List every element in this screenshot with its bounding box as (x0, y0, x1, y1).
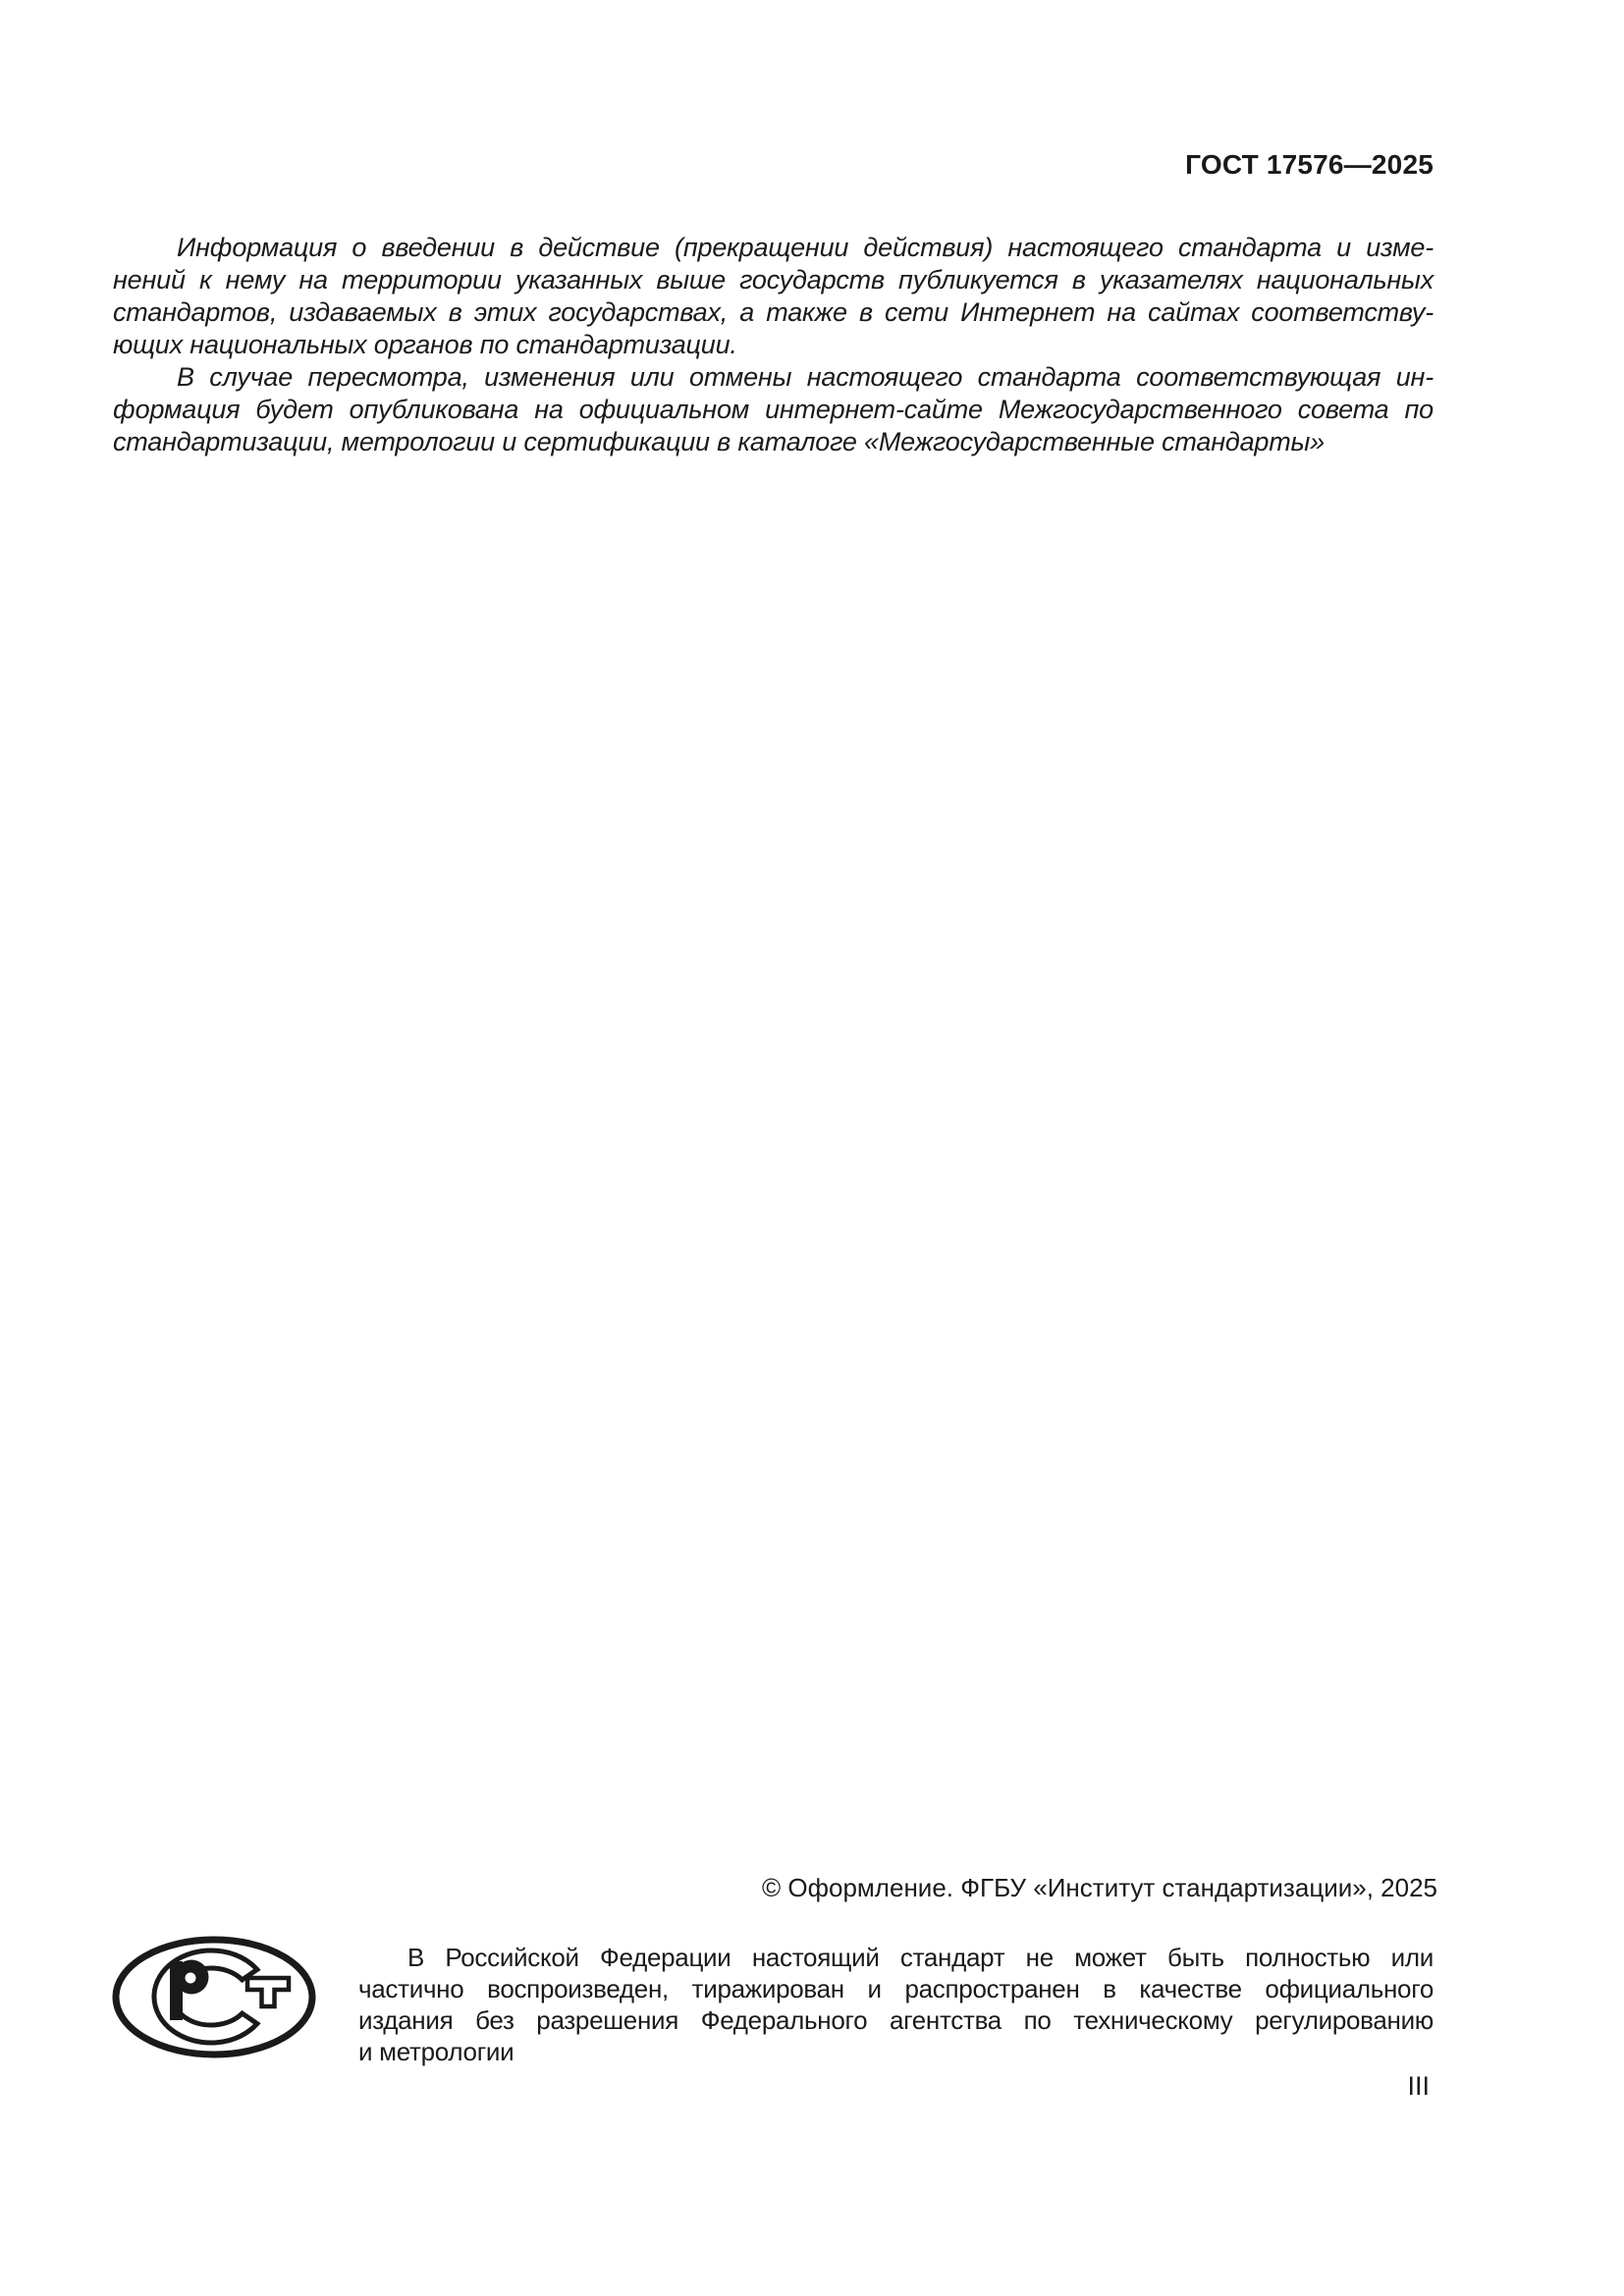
intro-paragraph-1 (113, 232, 1434, 361)
page-number: III (1407, 2071, 1430, 2101)
text-line: стандартизации, метрологии и сертификации в каталоге «Межгосударственные стандарты» (113, 427, 1325, 456)
standard-number-header: ГОСТ 17576—2025 (1185, 149, 1434, 180)
intro-paragraph-2 (113, 361, 1434, 458)
intro-text-block (113, 232, 1434, 458)
text-line: и метрологии (358, 2037, 514, 2066)
rst-certification-logo-icon (111, 1936, 317, 2058)
reproduction-restriction-paragraph (358, 1942, 1434, 2067)
text-line: стандартов, издаваемых в этих государствах, а также в сети Интернет на сайтах соответству- (113, 297, 1434, 327)
text-line: формация будет опубликована на официальном интернет-сайте Межгосударственного совета по (113, 395, 1434, 424)
text-line: ющих национальных органов по стандартизации. (113, 330, 737, 359)
text-line: частично воспроизведен, тиражирован и распространен в качестве официального (358, 1974, 1434, 2003)
text-line: В случае пересмотра, изменения или отмены настоящего стандарта соответствующая ин- (177, 362, 1434, 392)
text-line: В Российской Федерации настоящий стандарт не может быть полностью или (407, 1943, 1434, 1972)
copyright-notice: © Оформление. ФГБУ «Институт стандартизации», 2025 (762, 1873, 1437, 1902)
text-line: нений к нему на территории указанных выше государств публикуется в указателях национальных (113, 265, 1434, 294)
text-line: издания без разрешения Федерального агентства по техническому регулированию (358, 2005, 1434, 2035)
text-line: Информация о введении в действие (прекращении действия) настоящего стандарта и изме- (177, 233, 1434, 262)
